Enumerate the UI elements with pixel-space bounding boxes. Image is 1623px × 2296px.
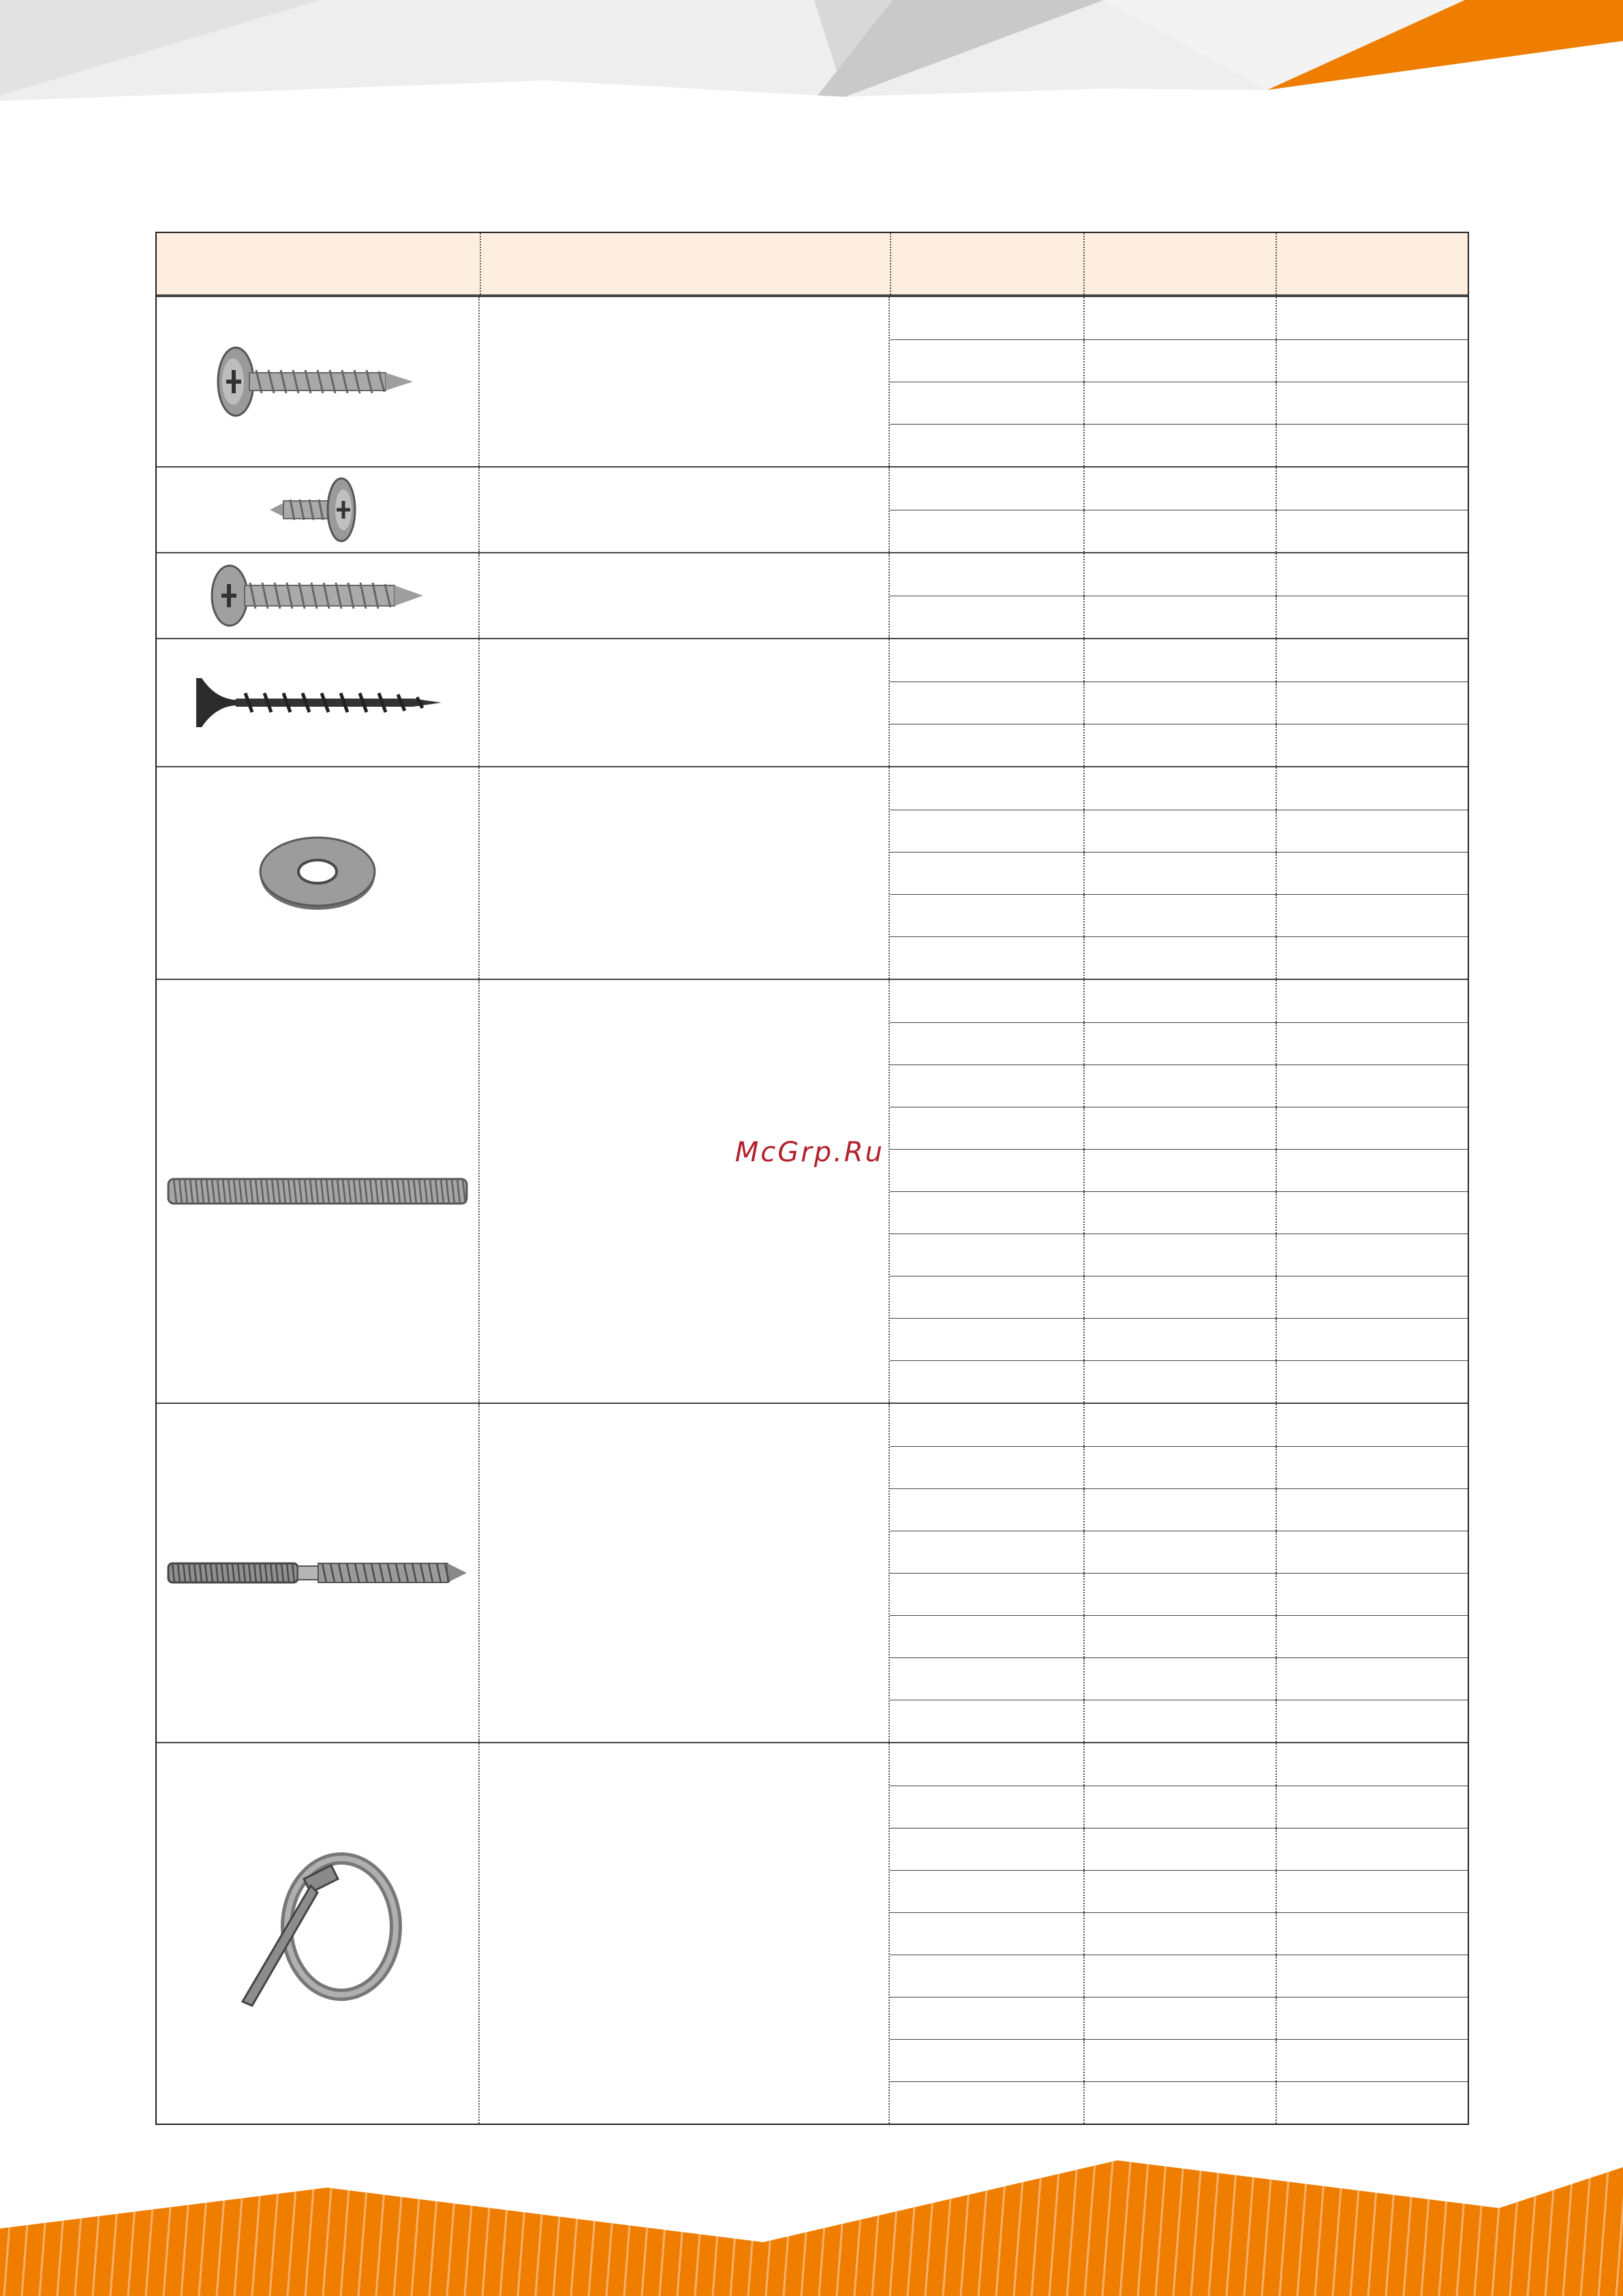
description-cell [480, 1404, 890, 1742]
table-cell [1083, 1489, 1276, 1531]
table-row [890, 339, 1468, 382]
table-row [890, 1234, 1468, 1276]
description-cell [480, 1743, 890, 2124]
table-cell [1276, 1997, 1468, 2039]
table-group [157, 296, 1468, 466]
table-cell [1083, 810, 1276, 852]
table-cell [1083, 1786, 1276, 1828]
table-cell [1083, 596, 1276, 638]
table-cell [1083, 1361, 1276, 1403]
table-row [890, 1743, 1468, 1786]
table-cell [890, 1234, 1083, 1276]
table-cell [1276, 510, 1468, 552]
table-cell [890, 1658, 1083, 1700]
table-row [890, 767, 1468, 810]
product-image-cell [157, 1743, 480, 2124]
table-cell [890, 1531, 1083, 1573]
table-cell [1276, 1404, 1468, 1446]
table-row [890, 724, 1468, 766]
product-image-cell [157, 468, 480, 552]
table-row [890, 1997, 1468, 2039]
table-cell [1276, 1574, 1468, 1615]
table-cell [1083, 639, 1276, 682]
bottom-decorative-band [0, 2154, 1623, 2296]
table-cell [1276, 1150, 1468, 1191]
table-cell [1083, 682, 1276, 724]
product-image-cell [157, 297, 480, 466]
table-cell [1276, 810, 1468, 852]
table-cell [890, 468, 1083, 510]
table-cell [1276, 724, 1468, 766]
table-cell [1276, 1616, 1468, 1657]
table-row [890, 596, 1468, 638]
table-cell [890, 2040, 1083, 2081]
value-cells [890, 553, 1468, 638]
table-cell [1083, 1574, 1276, 1615]
table-cell [1276, 1361, 1468, 1403]
table-row [890, 553, 1468, 596]
product-image-cell [157, 767, 480, 979]
table-cell [890, 2082, 1083, 2124]
table-cell [1083, 382, 1276, 424]
table-cell [1083, 468, 1276, 510]
table-cell [890, 1871, 1083, 1912]
table-cell [1276, 1871, 1468, 1912]
table-cell [1276, 2040, 1468, 2081]
table-cell [1083, 297, 1276, 339]
table-cell [1083, 1913, 1276, 1955]
table-cell [890, 980, 1083, 1022]
table-cell [1083, 1065, 1276, 1107]
table-cell [1083, 1700, 1276, 1742]
table-cell [1276, 340, 1468, 382]
table-row [890, 894, 1468, 936]
table-cell [890, 1913, 1083, 1955]
table-cell [890, 1319, 1083, 1360]
watermark-text: McGrp.Ru [735, 1137, 884, 1168]
table-row [890, 1912, 1468, 1955]
table-cell [890, 1997, 1083, 2039]
value-cells [890, 1404, 1468, 1742]
threaded-rod-icon [164, 1171, 471, 1212]
table-row [890, 1955, 1468, 1997]
table-cell [1276, 639, 1468, 682]
table-row [890, 1446, 1468, 1488]
table-cell [1083, 767, 1276, 810]
table-cell [1276, 1276, 1468, 1318]
description-cell [480, 553, 890, 638]
table-cell [890, 340, 1083, 382]
value-cells [890, 980, 1468, 1403]
table-cell [1083, 2040, 1276, 2081]
table-cell [1083, 1234, 1276, 1276]
table-cell [1083, 1871, 1276, 1912]
table-row [890, 1022, 1468, 1065]
table-cell [1276, 1319, 1468, 1360]
table-row [890, 1786, 1468, 1828]
table-cell [1276, 1107, 1468, 1149]
table-cell [890, 1361, 1083, 1403]
table-cell [1083, 1107, 1276, 1149]
table-cell [1083, 1531, 1276, 1573]
table-cell [890, 724, 1083, 766]
table-cell [1276, 1658, 1468, 1700]
table-row [890, 639, 1468, 682]
table-cell [1083, 1023, 1276, 1065]
product-image-cell [157, 1404, 480, 1742]
press-washer-screw-icon [202, 337, 433, 426]
table-cell [890, 1574, 1083, 1615]
table-cell [1276, 1447, 1468, 1488]
drywall-screw-icon [188, 669, 447, 737]
table-cell [890, 1743, 1083, 1786]
table-cell [1276, 1192, 1468, 1234]
table-cell [1276, 1489, 1468, 1531]
table-cell [890, 1447, 1083, 1488]
table-cell [890, 1276, 1083, 1318]
table-cell [1276, 1065, 1468, 1107]
product-image-cell [157, 980, 480, 1403]
table-cell [890, 853, 1083, 894]
table-group [157, 979, 1468, 1403]
header-cell-description [480, 233, 890, 294]
table-cell [1276, 682, 1468, 724]
description-cell [480, 639, 890, 766]
table-cell [1276, 1234, 1468, 1276]
table-cell [1083, 1192, 1276, 1234]
table-cell [890, 1107, 1083, 1149]
table-cell [1083, 895, 1276, 936]
table-cell [1083, 553, 1276, 596]
table-cell [1276, 1700, 1468, 1742]
table-cell [890, 1786, 1083, 1828]
table-cell [890, 639, 1083, 682]
table-cell [890, 1828, 1083, 1870]
table-cell [1276, 1786, 1468, 1828]
table-row [890, 424, 1468, 466]
table-row [890, 1276, 1468, 1318]
table-cell [890, 425, 1083, 466]
table-row [890, 297, 1468, 339]
table-cell [1083, 1616, 1276, 1657]
table-row [890, 1531, 1468, 1573]
table-group [157, 1403, 1468, 1742]
pan-head-screw-icon [205, 558, 430, 633]
table-group [157, 766, 1468, 979]
table-cell [890, 1700, 1083, 1742]
table-row [890, 1360, 1468, 1403]
table-cell [1276, 767, 1468, 810]
header-cell-image [157, 233, 480, 294]
table-row [890, 2039, 1468, 2081]
table-cell [890, 1955, 1083, 1997]
table-cell [1083, 340, 1276, 382]
table-row [890, 1828, 1468, 1870]
table-cell [890, 895, 1083, 936]
table-cell [1083, 1319, 1276, 1360]
header-cell-col3 [890, 233, 1083, 294]
table-header [157, 233, 1468, 296]
table-cell [1276, 937, 1468, 979]
table-cell [1083, 1743, 1276, 1786]
table-cell [1276, 1023, 1468, 1065]
table-row [890, 1191, 1468, 1234]
table-cell [1083, 1955, 1276, 1997]
flat-washer-icon [253, 832, 382, 914]
table-row [890, 682, 1468, 724]
table-cell [1276, 1913, 1468, 1955]
table-cell [1083, 1997, 1276, 2039]
table-row [890, 1573, 1468, 1615]
table-cell [1276, 980, 1468, 1022]
table-cell [1276, 382, 1468, 424]
table-cell [1276, 853, 1468, 894]
table-cell [890, 510, 1083, 552]
table-cell [890, 1023, 1083, 1065]
table-cell [890, 1616, 1083, 1657]
table-group [157, 552, 1468, 638]
table-row [890, 382, 1468, 424]
table-cell [1276, 1743, 1468, 1786]
table-cell [1083, 1658, 1276, 1700]
table-cell [1276, 1828, 1468, 1870]
table-cell [1083, 1150, 1276, 1191]
table-cell [890, 596, 1083, 638]
table-cell [890, 1489, 1083, 1531]
table-cell [890, 810, 1083, 852]
table-cell [1083, 1404, 1276, 1446]
description-cell [480, 767, 890, 979]
table-row [890, 510, 1468, 552]
table-row [890, 936, 1468, 979]
table-row [890, 1700, 1468, 1742]
table-cell [1276, 297, 1468, 339]
table-row [890, 2081, 1468, 2124]
value-cells [890, 297, 1468, 466]
table-cell [890, 767, 1083, 810]
table-row [890, 1488, 1468, 1531]
table-cell [1083, 724, 1276, 766]
table-row [890, 1149, 1468, 1191]
table-cell [1276, 553, 1468, 596]
product-image-cell [157, 639, 480, 766]
table-row [890, 810, 1468, 852]
table-group [157, 466, 1468, 552]
product-image-cell [157, 553, 480, 638]
table-cell [890, 1192, 1083, 1234]
table-group [157, 638, 1468, 766]
table-cell [1083, 1828, 1276, 1870]
table-cell [1083, 510, 1276, 552]
self-drilling-screw-icon [263, 472, 372, 547]
header-cell-col5 [1276, 233, 1468, 294]
table-row [890, 1318, 1468, 1360]
table-row [890, 1657, 1468, 1700]
value-cells [890, 639, 1468, 766]
table-cell [890, 297, 1083, 339]
table-cell [1276, 895, 1468, 936]
value-cells [890, 767, 1468, 979]
table-cell [1276, 1955, 1468, 1997]
description-cell [480, 297, 890, 466]
table-row [890, 1107, 1468, 1149]
table-cell [890, 1404, 1083, 1446]
table-cell [890, 937, 1083, 979]
table-group [157, 1742, 1468, 2124]
table-cell [1276, 468, 1468, 510]
table-row [890, 468, 1468, 510]
table-cell [1276, 425, 1468, 466]
table-cell [1083, 1276, 1276, 1318]
table-cell [1083, 2082, 1276, 2124]
table-cell [1083, 425, 1276, 466]
table-cell [1083, 937, 1276, 979]
table-row [890, 980, 1468, 1022]
header-cell-col4 [1083, 233, 1276, 294]
table-cell [1276, 1531, 1468, 1573]
table-cell [890, 553, 1083, 596]
steel-cable-tie-icon [222, 1852, 413, 2015]
table-cell [1083, 1447, 1276, 1488]
table-cell [1083, 853, 1276, 894]
table-row [890, 1615, 1468, 1657]
description-cell [480, 980, 890, 1403]
hanger-bolt-icon [164, 1552, 471, 1593]
table-cell [1276, 2082, 1468, 2124]
fastener-table [155, 232, 1469, 2125]
value-cells [890, 1743, 1468, 2124]
table-cell [1276, 596, 1468, 638]
table-cell [890, 682, 1083, 724]
top-decorative-band [0, 0, 1623, 102]
table-cell [890, 1150, 1083, 1191]
table-cell [890, 382, 1083, 424]
table-row [890, 852, 1468, 894]
value-cells [890, 468, 1468, 552]
table-cell [890, 1065, 1083, 1107]
table-cell [1083, 980, 1276, 1022]
description-cell [480, 468, 890, 552]
table-row [890, 1404, 1468, 1446]
table-row [890, 1065, 1468, 1107]
table-row [890, 1870, 1468, 1912]
